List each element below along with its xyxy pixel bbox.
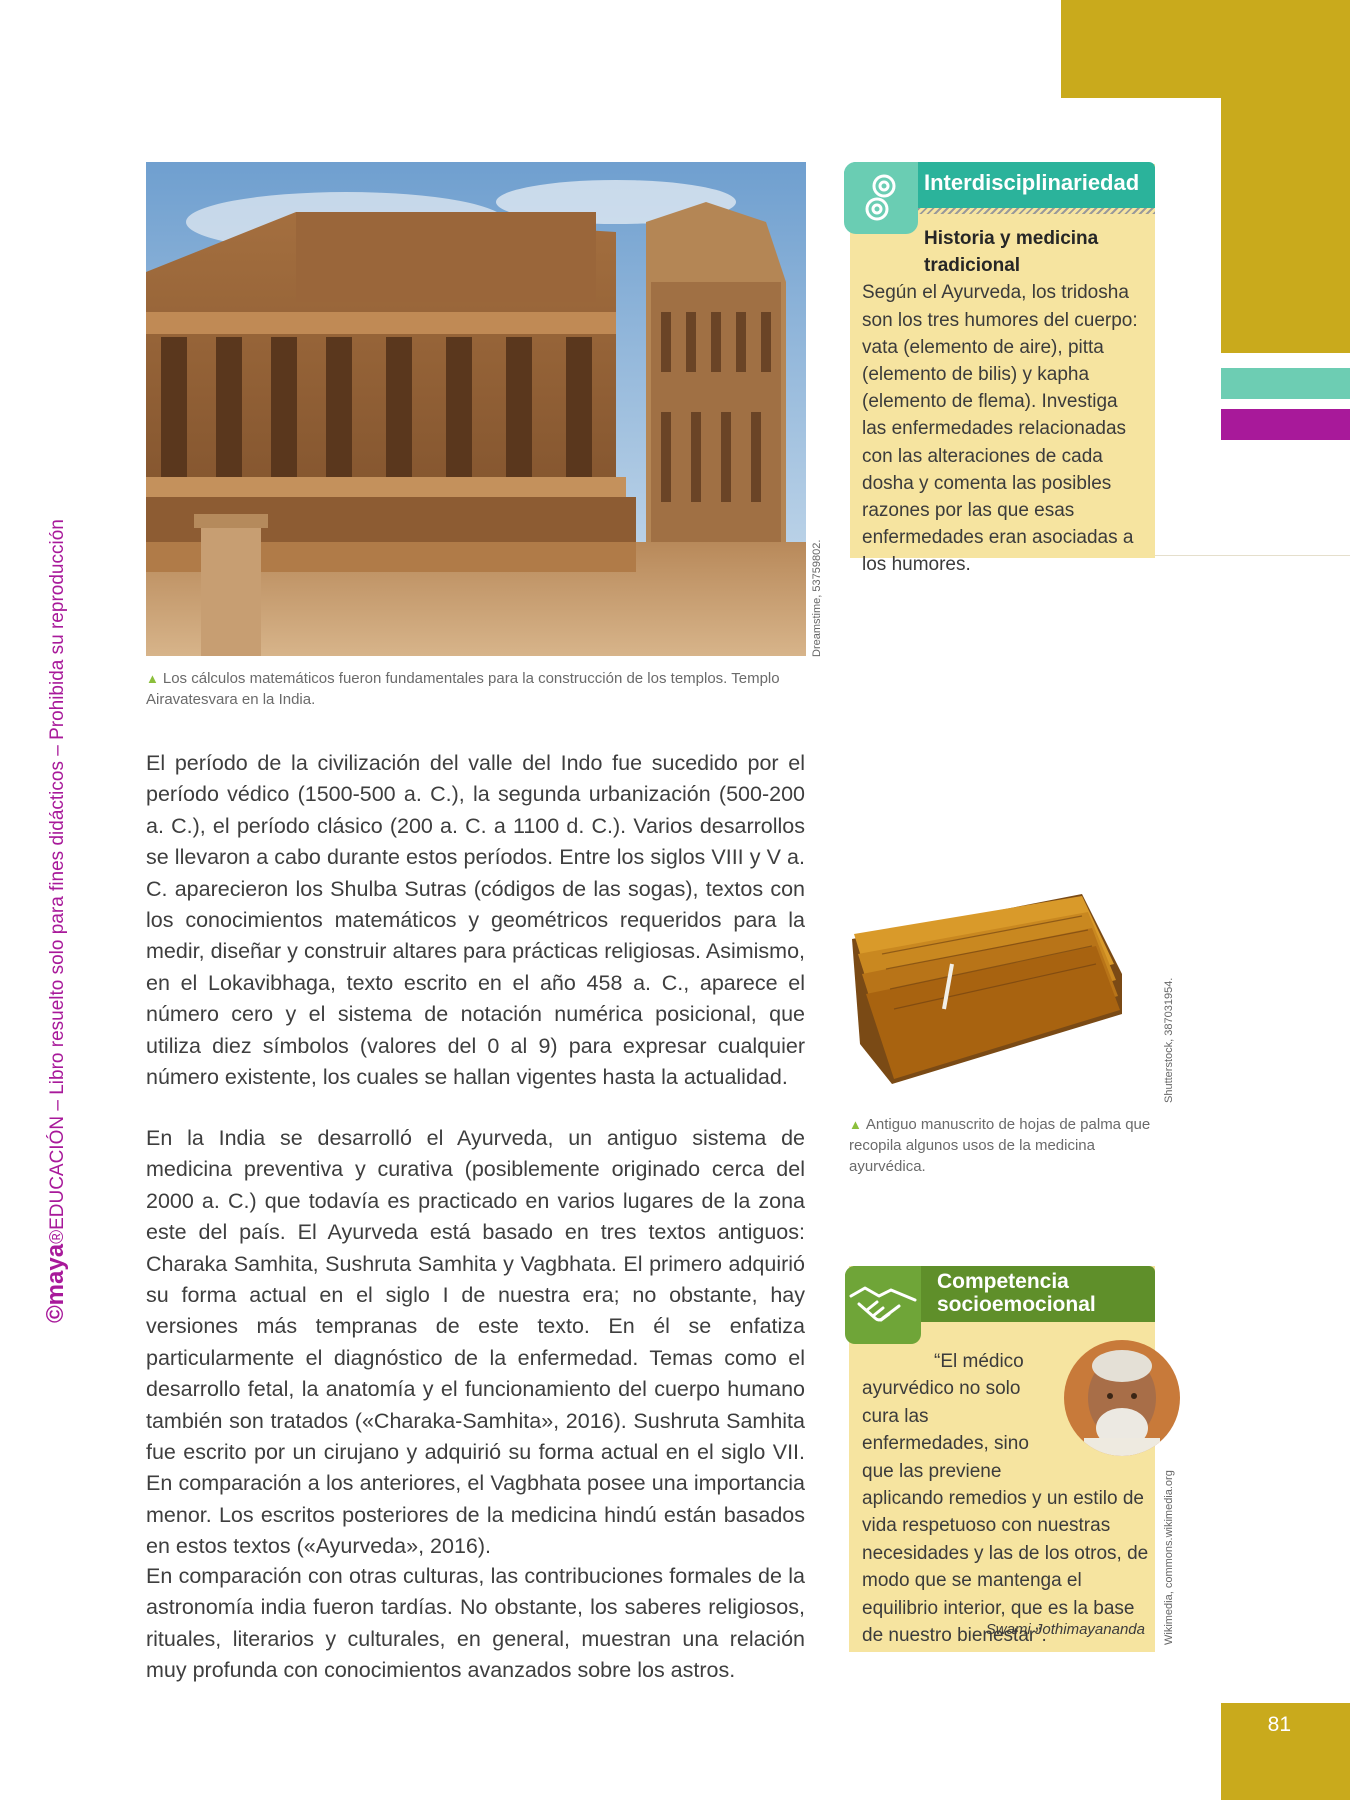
quote-author: Swami Jothimayananda	[985, 1621, 1145, 1638]
handshake-icon	[845, 1266, 921, 1344]
competencia-title-line2: socioemocional	[937, 1293, 1096, 1316]
decorative-gold-block-top	[1061, 0, 1350, 98]
manuscript-caption-text: Antiguo manuscrito de hojas de palma que recopila algunos usos de la medicina ayurvédica.	[849, 1116, 1151, 1175]
target-circles-icon	[844, 162, 918, 234]
competencia-quote	[862, 1348, 1152, 1649]
palm-leaf-manuscript-photo	[852, 894, 1122, 1104]
interdisciplinariedad-text	[862, 225, 1146, 579]
quote-text: “El médico ayurvédico no solo cura las enfermedades, sino que las previene aplicando remedios y un estilo de vida respetuoso con nuestras necesidades y las de los otros, de modo que se mantenga el equilibrio interior, que es la base de nuestro bienestar”.	[862, 1351, 1149, 1647]
competencia-title-line1: Competencia	[937, 1270, 1069, 1293]
manuscript-photo-caption	[849, 1114, 1157, 1177]
header-stripes	[918, 208, 1155, 214]
divider-line	[1155, 555, 1350, 556]
temple-photo-credit: Dreamstime, 53759802.	[811, 539, 823, 657]
temple-caption-text: Los cálculos matemáticos fueron fundamentales para la construcción de los templos. Templo Airavatesvara en la India.	[146, 670, 780, 708]
temple-photo-caption	[146, 668, 806, 710]
decorative-magenta-bar	[1221, 409, 1350, 440]
caption-triangle-icon: ▲	[849, 1117, 862, 1132]
competencia-title	[937, 1270, 1096, 1316]
body-paragraph-3: En comparación con otras culturas, las contribuciones formales de la astronomía india fueron tardías. No obstante, los saberes religiosos, rituales, literarios y culturales, en general, muestran una relación muy profunda con conocimientos avanzados sobre los astros.	[146, 1564, 805, 1683]
portrait-credit: Wikimedia, commons.wikimedia.org	[1163, 1470, 1175, 1645]
manuscript-photo-credit: Shutterstock, 387031954.	[1163, 977, 1175, 1103]
side-watermark	[36, 488, 76, 1323]
interdisciplinariedad-subtitle: Historia y medicina tradicional	[924, 228, 1099, 277]
temple-photo	[146, 162, 806, 656]
interdisciplinariedad-title: Interdisciplinariedad	[924, 170, 1140, 195]
caption-triangle-icon: ▲	[146, 671, 159, 686]
body-paragraph-2: En la India se desarrolló el Ayurveda, un antiguo sistema de medicina preventiva y curativa (posiblemente originado cerca del 2000 a. C.) que todavía es practicado en varios lugares de la zona este del país. El Ayurveda está basado en tres textos antiguos: Charaka Samhita, Sushruta Samhita y Vagbhata. El primero adquirió su forma actual en el siglo I de nuestra era; no obstante, hay versiones más tempranas de este texto. En él se enfatiza particularmente el diagnóstico de la enfermedad. Temas como el desarrollo fetal, la anatomía y el funcionamiento del cuerpo humano también son tratados («Charaka-Samhita», 2016). Sushruta Samhita fue escrito por un cirujano y adquirió su forma actual en el siglo VII. En comparación a los anteriores, el Vagbhata posee una importancia menor. Los escritos posteriores de la medicina hindú están basados en estos textos («Ayurveda», 2016).	[146, 1126, 805, 1559]
publisher-logo: ©maya	[42, 1243, 69, 1323]
decorative-gold-block-right	[1221, 98, 1350, 353]
page-number: 81	[1267, 1713, 1291, 1736]
body-paragraph-1: El período de la civilización del valle del Indo fue sucedido por el período védico (1500-500 a. C.), la segunda urbanización (500-200 a. C.), el período clásico (200 a. C. a 1100 d. C.). Varios desarrollos se llevaron a cabo durante estos períodos. Entre los siglos VIII y V a. C. aparecieron los Shulba Sutras (códigos de las sogas), textos con los conocimientos matemáticos y geométricos requeridos para la medir, diseñar y construir altares para prácticas religiosas. Asimismo, en el Lokavibhaga, texto escrito en el año 458 a. C., aparece el número cero y el sistema de notación numérica posicional, que utiliza diez símbolos (valores del 0 al 9) para expresar cualquier número existente, los cuales se hallan vigentes hasta la actualidad.	[146, 751, 805, 1090]
decorative-teal-bar	[1221, 368, 1350, 399]
watermark-text: ®EDUCACIÓN – Libro resuelto solo para fines didácticos – Prohibida su reproducción	[47, 519, 68, 1244]
interdisciplinariedad-body: Según el Ayurveda, los tridosha son los tres humores del cuerpo: vata (elemento de aire), pitta (elemento de bilis) y kapha (elemento de flema). Investiga las enfermedades relacionadas con las alteraciones de cada dosha y comenta las posibles razones por las que esas enfermedades eran asociadas a los humores.	[862, 282, 1138, 576]
